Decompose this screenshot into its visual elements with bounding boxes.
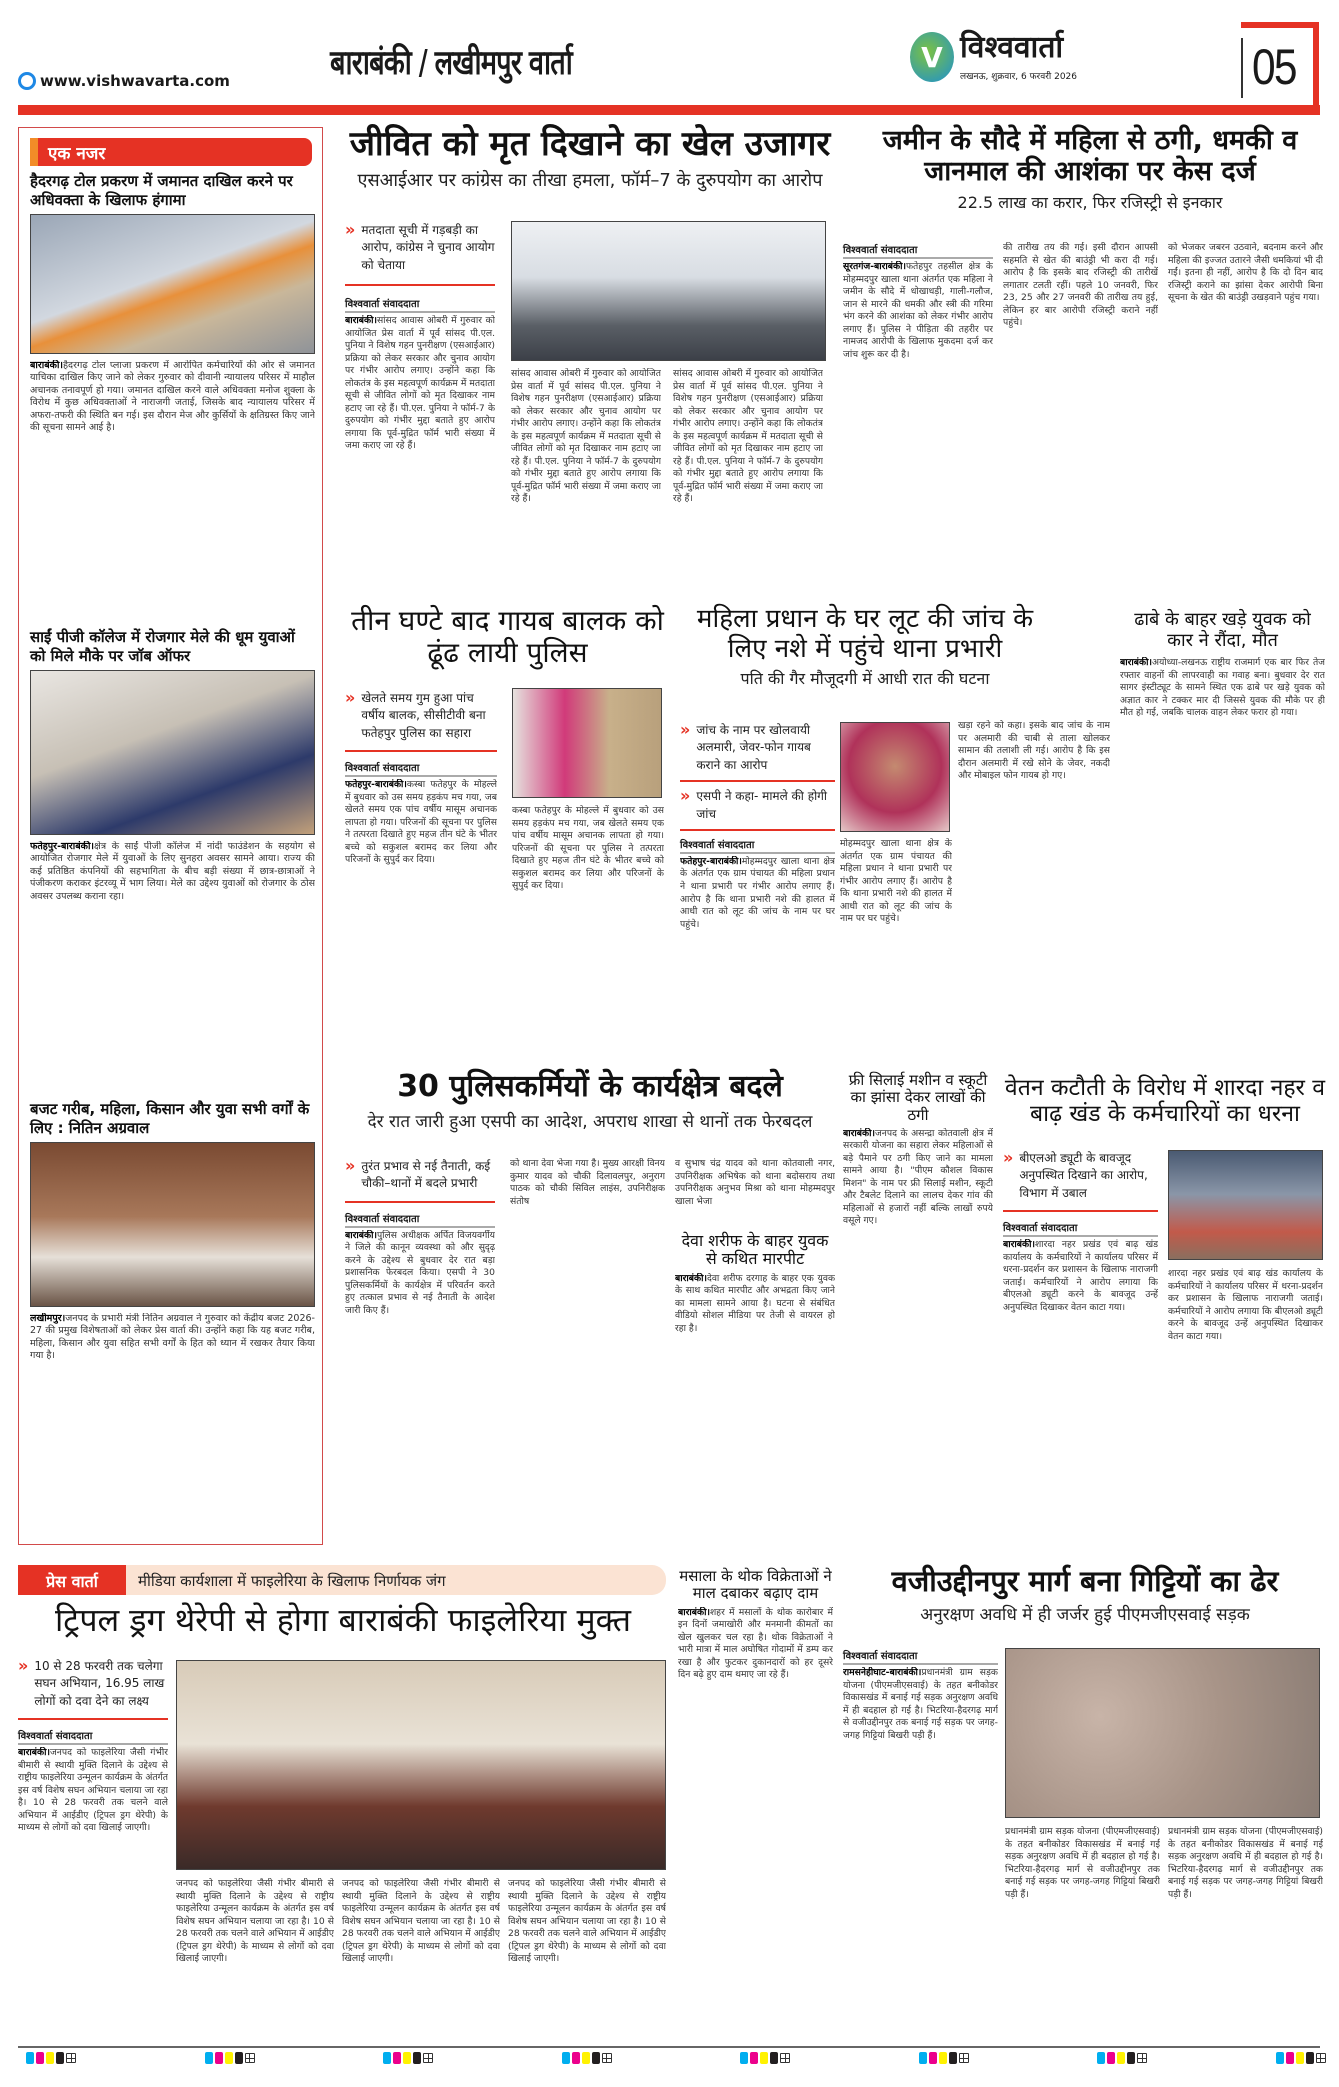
article-body: बाराबंकी।शारदा नहर प्रखंड एवं बाढ़ खंड कार्यालय के कर्मचारियों ने कार्यालय परिसर में धरना-प्रदर्शन कर प्रशासन के खिलाफ नाराजगी जताई। कर्मचारियों ने आरोप लगाया कि बीएलओ ड्यूटी करने के बावजूद उन्हें अनुपस्थित दिखाकर वेतन काटा गया। xyxy=(1003,1239,1158,1313)
chevron-right-icon: » xyxy=(680,720,691,739)
transfer-col2: को थाना देवा भेजा गया है। मुख्य आरक्षी विनय कुमार यादव को चौकी दिलावलपुर, अनुराग पाठक को चौकी सिविल लाइंस, उपनिरीक्षक संतोष xyxy=(510,1158,665,1207)
filaria-col4: जनपद को फाइलेरिया जैसी गंभीर बीमारी से स्थायी मुक्ति दिलाने के उद्देश्य से राष्ट्रीय फाइलेरिया उन्मूलन कार्यक्रम के अंतर्गत इस वर्ष विशेष सघन अभियान चलाया जा रहा है। 10 से 28 फरवरी तक चलने वाले अभियान में आईडीए (ट्रिपल ड्रग थेरेपी) के माध्यम से लोगों को दवा खिलाई जाएगी। xyxy=(508,1878,666,1965)
article-body: बाराबंकी।सांसद आवास ओबरी में गुरुवार को आयोजित प्रेस वार्ता में पूर्व सांसद पी.एल. पुनिया ने विशेष गहन पुनरीक्षण (एसआईआर) प्रक्रिया को लेकर सरकार और चुनाव आयोग पर गंभीर आरोप लगाए। उन्होंने कहा कि लोकतंत्र के इस महत्वपूर्ण कार्यक्रम में मतदाता सूची से जीवित लोगों को मृत दिखाकर नाम हटाए जा रहे हैं। पी.एल. पुनिया ने फॉर्म-7 के दुरुपयोग को गंभीर मुद्दा बताते हुए आरोप लगाया कि पूर्व-मुद्रित फॉर्म भारी संख्या में जमा कराए जा रहे हैं। xyxy=(345,315,495,452)
transfer-col1: » तुरंत प्रभाव से नई तैनाती, कई चौकी–थानों में बदले प्रभारी विश्ववार्ता संवाददाता बाराबंकी।पुलिस अधीक्षक अर्पित विजयवर्गीय ने जिले की कानून व्यवस्था को और सुदृढ़ करने के उद्देश्य से बुधवार देर रात बड़ा प्रशासनिक फेरबदल किया। एसपी ने 30 पुलिसकर्मियों के कार्यक्षेत्र में परिवर्तन करते हुए तत्काल प्रभाव से नई तैनाती के आदेश जारी किए हैं। xyxy=(345,1158,495,1520)
transfer-headline[interactable]: 30 पुलिसकर्मियों के कार्यक्षेत्र बदले xyxy=(397,1069,783,1104)
press-band: मीडिया कार्यशाला में फाइलेरिया के खिलाफ निर्णायक जंग xyxy=(126,1565,666,1595)
article-headline[interactable]: हैदरगढ़ टोल प्रकरण में जमानत दाखिल करने पर अधिवक्ता के खिलाफ हंगामा xyxy=(30,172,293,209)
road-col3: प्रधानमंत्री ग्राम सड़क योजना (पीएमजीएसवाई) के तहत बनीकोडर विकासखंड में बनाई गई सड़क अनुरक्षण अवधि में ही बदहाल हो गई है। भिटरिया-हैदरगढ़ मार्ग से वजीउद्दीनपुर तक बनाई गई सड़क पर जगह-जगह गिट्टियां बिखरी पड़ी हैं। xyxy=(1168,1826,1323,1900)
pradhan-bullets: » जांच के नाम पर खोलवायी अलमारी, जेवर-फोन गायब कराने का आरोप » एसपी ने कहा- मामले की होगी जांच विश्ववार्ता संवाददाता फतेहपुर-बाराबंकी।मोहम्मदपुर खाला थाना क्षेत्र के अंतर्गत एक ग्राम पंचायत की महिला प्रधान ने थाना प्रभारी पर गंभीर आरोप लगाए हैं। आरोप है कि थाना प्रभारी नशे की हालत में आधी रात को लूट की जांच के नाम पर घर पहुंचे। xyxy=(680,722,835,1026)
chevron-right-icon: » xyxy=(345,220,356,239)
byline: विश्ववार्ता संवाददाता xyxy=(843,242,993,259)
transfer-col3: व सुभाष चंद्र यादव को थाना कोतवाली नगर, उपनिरीक्षक अभिषेक को थाना बदोसराय तथा उपनिरीक्षक अनुभव मिश्रा को थाना मोहम्मदपुर खाला भेजा xyxy=(675,1158,835,1207)
chevron-right-icon: » xyxy=(345,1156,356,1175)
page-number: 05 xyxy=(1252,39,1296,95)
website-url: www.vishwavarta.com xyxy=(40,72,230,90)
article-body: सूरतगंज-बाराबंकी।फतेहपुर तहसील क्षेत्र के मोहम्मदपुर खाला थाना अंतर्गत एक महिला ने जमीन के सौदे में धोखाधड़ी, गाली-गलौज, जान से मारने की धमकी और स्त्री की गरिमा भंग करने की आशंका को लेकर गंभीर आरोप लगाए हैं। पुलिस ने पीड़िता की तहरीर पर नामजद आरोपी के खिलाफ मुकदमा दर्ज कर जांच शुरू कर दी है। xyxy=(843,261,993,360)
article-body: बाराबंकी।देवा शरीफ दरगाह के बाहर एक युवक के साथ कथित मारपीट और अभद्रता किए जाने का मामला सामने आया है। घटना से संबंधित वीडियो सोशल मीडिया पर तेजी से वायरल हो रहा है। xyxy=(675,1272,835,1334)
transfer-subhead: देर रात जारी हुआ एसपी का आदेश, अपराध शाखा से थानों तक फेरबदल xyxy=(367,1111,813,1132)
cmyk-swatch xyxy=(205,2052,255,2064)
registration-mark-icon xyxy=(1316,2053,1326,2063)
newspaper-logo xyxy=(910,29,1078,82)
article-body-col3: सांसद आवास ओबरी में गुरुवार को आयोजित प्रेस वार्ता में पूर्व सांसद पी.एल. पुनिया ने विशेष गहन पुनरीक्षण (एसआईआर) प्रक्रिया को लेकर सरकार और चुनाव आयोग पर गंभीर आरोप लगाए। उन्होंने कहा कि लोकतंत्र के इस महत्वपूर्ण कार्यक्रम में मतदाता सूची से जीवित लोगों को मृत दिखाकर नाम हटाए जा रहे हैं। पी.एल. पुनिया ने फॉर्म-7 के दुरुपयोग को गंभीर मुद्दा बताते हुए आरोप लगाया कि पूर्व-मुद्रित फॉर्म भारी संख्या में जमा कराए जा रहे हैं। xyxy=(673,368,823,505)
chevron-right-icon: » xyxy=(1003,1148,1014,1167)
pradhan-story xyxy=(680,605,1050,689)
filaria-col1: » 10 से 28 फरवरी तक चलेगा सघन अभियान, 16.95 लाख लोगों को दवा देने का लक्ष्य विश्ववार्ता संवाददाता बाराबंकी।जनपद को फाइलेरिया जैसी गंभीर बीमारी से स्थायी मुक्ति दिलाने के उद्देश्य से राष्ट्रीय फाइलेरिया उन्मूलन कार्यक्रम के अंतर्गत इस वर्ष विशेष सघन अभियान चलाया जा रहा है। 10 से 28 फरवरी तक चलने वाले अभियान में आईडीए (ट्रिपल ड्रग थेरेपी) के माध्यम से लोगों को दवा खिलाई जाएगी। xyxy=(18,1658,168,2042)
filaria-col3: जनपद को फाइलेरिया जैसी गंभीर बीमारी से स्थायी मुक्ति दिलाने के उद्देश्य से राष्ट्रीय फाइलेरिया उन्मूलन कार्यक्रम के अंतर्गत इस वर्ष विशेष सघन अभियान चलाया जा रहा है। 10 से 28 फरवरी तक चलने वाले अभियान में आईडीए (ट्रिपल ड्रग थेरेपी) के माध्यम से लोगों को दवा खिलाई जाएगी। xyxy=(342,1878,500,1965)
road-headline[interactable]: वजीउद्दीनपुर मार्ग बना गिट्टियों का ढेर xyxy=(891,1564,1279,1598)
chevron-right-icon: » xyxy=(345,688,356,707)
footer-rule xyxy=(18,2046,1320,2048)
lead-story xyxy=(340,125,840,192)
budget-meeting-photo xyxy=(30,1142,315,1307)
divider xyxy=(1241,38,1243,98)
logo-name: विश्ववार्ता xyxy=(960,29,1064,65)
filaria-col2: जनपद को फाइलेरिया जैसी गंभीर बीमारी से स्थायी मुक्ति दिलाने के उद्देश्य से राष्ट्रीय फाइलेरिया उन्मूलन कार्यक्रम के अंतर्गत इस वर्ष विशेष सघन अभियान चलाया जा रहा है। 10 से 28 फरवरी तक चलने वाले अभियान में आईडीए (ट्रिपल ड्रग थेरेपी) के माध्यम से लोगों को दवा खिलाई जाएगी। xyxy=(176,1878,334,1965)
article-body-col2: सांसद आवास ओबरी में गुरुवार को आयोजित प्रेस वार्ता में पूर्व सांसद पी.एल. पुनिया ने विशेष गहन पुनरीक्षण (एसआईआर) प्रक्रिया को लेकर सरकार और चुनाव आयोग पर गंभीर आरोप लगाए। उन्होंने कहा कि लोकतंत्र के इस महत्वपूर्ण कार्यक्रम में मतदाता सूची से जीवित लोगों को मृत दिखाकर नाम हटाए जा रहे हैं। पी.एल. पुनिया ने फॉर्म-7 के दुरुपयोग को गंभीर मुद्दा बताते हुए आरोप लगाया कि पूर्व-मुद्रित फॉर्म भारी संख्या में जमा कराए जा रहे हैं। xyxy=(511,368,661,505)
article-body: बाराबंकी।शहर में मसालों के थोक कारोबार में इन दिनों जमाखोरी और मनमानी कीमतों का खेल खुलकर चल रहा है। थोक विक्रेताओं ने भारी मात्रा में माल अघोषित गोदामों में डम्प कर रखा है और फुटकर दुकानदारों को हर दूसरे दिन बढ़े हुए दाम थमाए जा रहे हैं। xyxy=(678,1606,833,1681)
land-col3: को भेजकर जबरन उठवाने, बदनाम करने और महिला की इज्जत उतारने जैसी धमकियां भी दी गईं। इतना ही नहीं, आरोप है कि दो दिन बाद रजिस्ट्री कराने का झांसा देकर आरोपी बिना सूचना के खेत की बाउंड्री उखड़वाने पहुंच गया। xyxy=(1168,242,1323,304)
pradhan-headline[interactable]: महिला प्रधान के घर लूट की जांच के लिए नशे में पहुंचे थाना प्रभारी xyxy=(696,604,1034,664)
ek-nazar-item-1 xyxy=(30,172,315,650)
dewa-story xyxy=(675,1232,835,1528)
ek-nazar-label: एक नजर xyxy=(30,138,312,166)
press-conference-photo xyxy=(511,221,826,361)
article-body: लखीमपुर।जनपद के प्रभारी मंत्री नितिन अग्रवाल ने गुरुवार को केंद्रीय बजट 2026-27 की प्रमुख विशेषताओं को लेकर प्रेस वार्ता की। उन्होंने कहा कि यह बजट गरीब, महिला, किसान और युवा सहित सभी वर्गों के हित को ध्यान में रखकर तैयार किया गया है। xyxy=(30,1312,315,1362)
byline: विश्ववार्ता संवाददाता xyxy=(345,296,495,313)
spice-story xyxy=(678,1568,833,2027)
sewing-headline[interactable]: फ्री सिलाई मशीन व स्कूटी का झांसा देकर लाखों की ठगी xyxy=(848,1071,988,1124)
lead-bullet: » मतदाता सूची में गड़बड़ी का आरोप, कांग्रेस ने चुनाव आयोग को चेताया विश्ववार्ता संवाददाता बाराबंकी।सांसद आवास ओबरी में गुरुवार को आयोजित प्रेस वार्ता में पूर्व सांसद पी.एल. पुनिया ने विशेष गहन पुनरीक्षण (एसआईआर) प्रक्रिया को लेकर सरकार और चुनाव आयोग पर गंभीर आरोप लगाए। उन्होंने कहा कि लोकतंत्र के इस महत्वपूर्ण कार्यक्रम में मतदाता सूची से जीवित लोगों को मृत दिखाकर नाम हटाए जा रहे हैं। पी.एल. पुनिया ने फॉर्म-7 के दुरुपयोग को गंभीर मुद्दा बताते हुए आरोप लगाया कि पूर्व-मुद्रित फॉर्म भारी संख्या में जमा कराए जा रहे हैं। xyxy=(345,222,495,615)
masthead xyxy=(0,0,1339,112)
land-subhead: 22.5 लाख का करार, फिर रजिस्ट्री से इनकार xyxy=(957,193,1223,213)
sharda-headline[interactable]: वेतन कटौती के विरोध में शारदा नहर व बाढ़ खंड के कर्मचारियों का धरना xyxy=(1004,1075,1326,1128)
article-body: फतेहपुर-बाराबंकी।क्षेत्र के साईं पीजी कॉलेज में नांदी फाउंडेशन के सहयोग से आयोजित रोजगार मेले में युवाओं के लिए सुनहरा अवसर सामने आया। राज्य की कई प्रतिष्ठित कंपनियों की सहभागिता के बीच बड़ी संख्या में छात्र-छात्राओं ने पंजीकरण कराकर इंटरव्यू में भाग लिया। मेले का उद्देश्य युवाओं को रोजगार के ठोस अवसर उपलब्ध कराना रहा। xyxy=(30,840,315,902)
article-headline[interactable]: साईं पीजी कॉलेज में रोजगार मेले की धूम युवाओं को मिले मौके पर जॉब ऑफर xyxy=(30,628,295,665)
lead-headline[interactable]: जीवित को मृत दिखाने का खेल उजागर xyxy=(349,124,831,164)
woman-pradhan-photo xyxy=(840,722,950,832)
website-link[interactable] xyxy=(18,72,230,90)
road-subhead: अनुरक्षण अवधि में ही जर्जर हुई पीएमजीएसवाई सड़क xyxy=(920,1605,1250,1626)
cmyk-swatch xyxy=(1276,2052,1326,2064)
byline: विश्ववार्ता संवाददाता xyxy=(843,1648,998,1665)
cmyk-swatch xyxy=(740,2052,790,2064)
sharda-col1: » बीएलओ ड्यूटी के बावजूद अनुपस्थित दिखाने का आरोप, विभाग में उबाल विश्ववार्ता संवाददाता बाराबंकी।शारदा नहर प्रखंड एवं बाढ़ खंड कार्यालय के कर्मचारियों ने कार्यालय परिसर में धरना-प्रदर्शन कर प्रशासन के खिलाफ नाराजगी जताई। कर्मचारियों ने आरोप लगाया कि बीएलओ ड्यूटी करने के बावजूद उन्हें अनुपस्थित दिखाकर वेतन काटा गया। xyxy=(1003,1150,1158,1519)
police-family-photo xyxy=(512,688,662,798)
byline: विश्ववार्ता संवाददाता xyxy=(18,1728,168,1745)
ek-nazar-item-3 xyxy=(30,1100,315,1523)
browser-icon xyxy=(18,72,36,90)
cmyk-swatch xyxy=(383,2052,433,2064)
cmyk-swatch xyxy=(562,2052,612,2064)
sewing-scam-story xyxy=(843,1072,993,1558)
registration-mark-icon xyxy=(66,2053,76,2063)
chevron-right-icon: » xyxy=(18,1656,29,1675)
registration-mark-icon xyxy=(423,2053,433,2063)
land-col1 xyxy=(843,242,993,591)
road-col2: प्रधानमंत्री ग्राम सड़क योजना (पीएमजीएसवाई) के तहत बनीकोडर विकासखंड में बनाई गई सड़क अनुरक्षण अवधि में ही बदहाल हो गई है। भिटरिया-हैदरगढ़ मार्ग से वजीउद्दीनपुर तक बनाई गई सड़क पर जगह-जगह गिट्टियां बिखरी पड़ी हैं। xyxy=(1005,1826,1160,1900)
article-body: फतेहपुर-बाराबंकी।कस्बा फतेहपुर के मोहल्ले में बुधवार को उस समय हड़कंप मच गया, जब खेलते समय एक पांच वर्षीय मासूम अचानक लापता हो गया। परिजनों की सूचना पर पुलिस ने तत्परता दिखाते हुए महज तीन घंटे के भीतर बच्चे को सकुशल बरामद कर लिया और परिजनों के सुपुर्द कर दिया। xyxy=(345,779,497,866)
article-body: बाराबंकी।जनपद के असन्द्रा कोतवाली क्षेत्र में सरकारी योजना का सहारा लेकर महिलाओं से बड़े पैमाने पर ठगी किए जाने का मामला सामने आया है। "पीएम कौशल विकास मिशन" के नाम पर फ्री सिलाई मशीन, स्कूटी और टैबलेट दिलाने का लालच देकर गांव की महिलाओं से हजारों नहीं बल्कि लाखों रुपये वसूले गए। xyxy=(843,1127,993,1227)
article-body: बाराबंकी।पुलिस अधीक्षक अर्पित विजयवर्गीय ने जिले की कानून व्यवस्था को और सुदृढ़ करने के उद्देश्य से बुधवार देर रात बड़ा प्रशासनिक फेरबदल किया। एसपी ने 30 पुलिसकर्मियों के कार्यक्षेत्र में परिवर्तन करते हुए तत्काल प्रभाव से नई तैनाती के आदेश जारी किए हैं। xyxy=(345,1229,495,1316)
byline: विश्ववार्ता संवाददाता xyxy=(1003,1220,1158,1237)
byline: विश्ववार्ता संवाददाता xyxy=(345,1211,495,1228)
job-fair-photo xyxy=(30,670,315,835)
dhaba-story xyxy=(1120,610,1325,1027)
pradhan-col2: मोहम्मदपुर खाला थाना क्षेत्र के अंतर्गत एक ग्राम पंचायत की महिला प्रधान ने थाना प्रभारी पर गंभीर आरोप लगाए हैं। आरोप है कि थाना प्रभारी नशे की हालत में आधी रात को लूट की जांच के नाम पर घर पहुंचे। xyxy=(840,838,952,925)
police-transfer-story xyxy=(340,1070,840,1132)
registration-mark-icon xyxy=(959,2053,969,2063)
pradhan-col3-text: खड़ा रहने को कहा। इसके बाद जांच के नाम पर अलमारी की चाबी से ताला खोलकर सामान की तलाशी ली गई। आरोप है कि इस दौरान अलमारी में रखे सोने के जेवर, नकदी और मोबाइल फोन गायब हो गए। xyxy=(958,720,1110,782)
article-body: रामसनेहीघाट-बाराबंकी।प्रधानमंत्री ग्राम सड़क योजना (पीएमजीएसवाई) के तहत बनीकोडर विकासखंड में बनाई गई सड़क अनुरक्षण अवधि में ही बदहाल हो गई है। भिटरिया-हैदरगढ़ मार्ग से वजीउद्दीनपुर तक बनाई गई सड़क पर जगह-जगह गिट्टियां बिखरी पड़ी हैं। xyxy=(843,1667,998,1741)
dateline: लखनऊ, शुक्रवार, 6 फरवरी 2026 xyxy=(960,71,1078,82)
gravel-road-photo xyxy=(1005,1648,1320,1818)
section-title: बाराबंकी / लखीमपुर वार्ता xyxy=(330,43,572,83)
land-story xyxy=(845,125,1335,213)
ek-nazar-item-2 xyxy=(30,628,315,1051)
header-rule xyxy=(18,105,1320,115)
byline: विश्ववार्ता संवाददाता xyxy=(680,837,835,854)
spice-headline[interactable]: मसाला के थोक विक्रेताओं ने माल दबाकर बढ़ाए दाम xyxy=(679,1567,832,1603)
globe-v-logo-icon: V xyxy=(910,32,954,82)
missing-boy-bullet: » खेलते समय गुम हुआ पांच वर्षीय बालक, सीसीटीवी बना फतेहपुर पुलिस का सहारा विश्ववार्ता संवाददाता फतेहपुर-बाराबंकी।कस्बा फतेहपुर के मोहल्ले में बुधवार को उस समय हड़कंप मच गया, जब खेलते समय एक पांच वर्षीय मासूम अचानक लापता हो गया। परिजनों की सूचना पर पुलिस ने तत्परता दिखाते हुए महज तीन घंटे के भीतर बच्चे को सकुशल बरामद कर लिया और परिजनों के सुपुर्द कर दिया। xyxy=(345,690,497,1019)
road-story xyxy=(840,1565,1330,1625)
filaria-headline[interactable]: ट्रिपल ड्रग थेरेपी से होगा बाराबंकी फाइलेरिया मुक्त xyxy=(54,1601,632,1639)
protest-photo xyxy=(1168,1150,1323,1260)
fire-photo xyxy=(30,214,315,354)
sharda-col2: शारदा नहर प्रखंड एवं बाढ़ खंड कार्यालय के कर्मचारियों ने कार्यालय परिसर में धरना-प्रदर्शन कर प्रशासन के खिलाफ नाराजगी जताई। कर्मचारियों ने आरोप लगाया कि बीएलओ ड्यूटी करने के बावजूद उन्हें अनुपस्थित दिखाकर वेतन काटा गया। xyxy=(1168,1268,1323,1342)
article-body: बाराबंकी।जनपद को फाइलेरिया जैसी गंभीर बीमारी से स्थायी मुक्ति दिलाने के उद्देश्य से राष्ट्रीय फाइलेरिया उन्मूलन कार्यक्रम के अंतर्गत इस वर्ष विशेष सघन अभियान चलाया जा रहा है। 10 से 28 फरवरी तक चलने वाले अभियान में आईडीए (ट्रिपल ड्रग थेरेपी) के माध्यम से लोगों को दवा खिलाई जाएगी। xyxy=(18,1747,168,1834)
lead-subhead: एसआईआर पर कांग्रेस का तीखा हमला, फॉर्म–7 के दुरुपयोग का आरोप xyxy=(357,170,823,192)
land-headline[interactable]: जमीन के सौदे में महिला से ठगी, धमकी व जानमाल की आशंका पर केस दर्ज xyxy=(882,125,1298,188)
media-workshop-photo xyxy=(176,1660,666,1870)
road-col1 xyxy=(843,1648,998,2037)
registration-mark-icon xyxy=(245,2053,255,2063)
article-body: फतेहपुर-बाराबंकी।मोहम्मदपुर खाला थाना क्षेत्र के अंतर्गत एक ग्राम पंचायत की महिला प्रधान ने थाना प्रभारी पर गंभीर आरोप लगाए हैं। आरोप है कि थाना प्रभारी नशे की हालत में आधी रात को लूट की जांच के नाम पर घर पहुंचे। xyxy=(680,855,835,930)
cmyk-swatch xyxy=(919,2052,969,2064)
article-headline[interactable]: बजट गरीब, महिला, किसान और युवा सभी वर्गों के लिए : नितिन अग्रवाल xyxy=(30,1100,310,1137)
registration-mark-icon xyxy=(780,2053,790,2063)
dewa-headline[interactable]: देवा शरीफ के बाहर युवक से कथित मारपीट xyxy=(681,1231,829,1269)
article-body: बाराबंकी।अयोध्या-लखनऊ राष्ट्रीय राजमार्ग एक बार फिर तेज रफ्तार वाहनों की लापरवाही का गवाह बना। बुधवार देर रात सागर इंस्टीट्यूट के सामने स्थित एक ढाबे पर खड़े युवक को अज्ञात कार ने टक्कर मार दी जिससे युवक की मौके पर ही मौत हो गई, जबकि चालक वाहन लेकर फरार हो गया। xyxy=(1120,657,1325,719)
registration-mark-icon xyxy=(602,2053,612,2063)
article-body: बाराबंकी।हैदरगढ़ टोल प्लाजा प्रकरण में आरोपित कर्मचारियों की ओर से जमानत याचिका दाखिल किए जाने को लेकर गुरुवार को दीवानी न्यायालय परिसर में माहौल अचानक तनावपूर्ण हो गया। जमानत दाखिल करने वाले अधिवक्ता मनोज शुक्ला के विरोध में कुछ अधिवक्ताओं ने नाराजगी जताई, जिसके बाद न्यायालय परिसर में अफरा-तफरी की स्थिति बन गई। इस दौरान मेज और कुर्सियों के क्षतिग्रस्त किए जाने की सूचना सामने आई है। xyxy=(30,359,315,434)
registration-mark-icon xyxy=(1137,2053,1147,2063)
chevron-right-icon: » xyxy=(680,786,691,806)
land-col2: की तारीख तय की गई। इसी दौरान आपसी सहमति से खेत की बाउंड्री भी करा दी गई। आरोप है कि इसके बाद रजिस्ट्री की तारीखें लगातार टलती रहीं। पहले 10 जनवरी, फिर 23, 25 और 27 जनवरी की तारीख तय हुई, लेकिन हर बार आरोपी रजिस्ट्री कराने नहीं पहुंचे। xyxy=(1003,242,1158,329)
press-varta-tag: प्रेस वार्ता xyxy=(18,1565,126,1595)
cmyk-swatch xyxy=(1097,2052,1147,2064)
dhaba-headline[interactable]: ढाबे के बाहर खड़े युवक को कार ने रौंदा, मौत xyxy=(1134,609,1311,651)
print-registration-marks xyxy=(26,2052,1326,2064)
byline: विश्ववार्ता संवाददाता xyxy=(345,760,497,777)
missing-boy-col2: कस्बा फतेहपुर के मोहल्ले में बुधवार को उस समय हड़कंप मच गया, जब खेलते समय एक पांच वर्षीय मासूम अचानक लापता हो गया। परिजनों की सूचना पर पुलिस ने तत्परता दिखाते हुए महज तीन घंटे के भीतर बच्चे को सकुशल बरामद कर लिया और परिजनों के सुपुर्द कर दिया। xyxy=(512,805,664,892)
missing-boy-headline[interactable]: तीन घण्टे बाद गायब बालक को ढूंढ लायी पुलिस xyxy=(351,604,664,670)
cmyk-swatch xyxy=(26,2052,76,2064)
pradhan-subhead: पति की गैर मौजूदगी में आधी रात की घटना xyxy=(740,668,990,688)
